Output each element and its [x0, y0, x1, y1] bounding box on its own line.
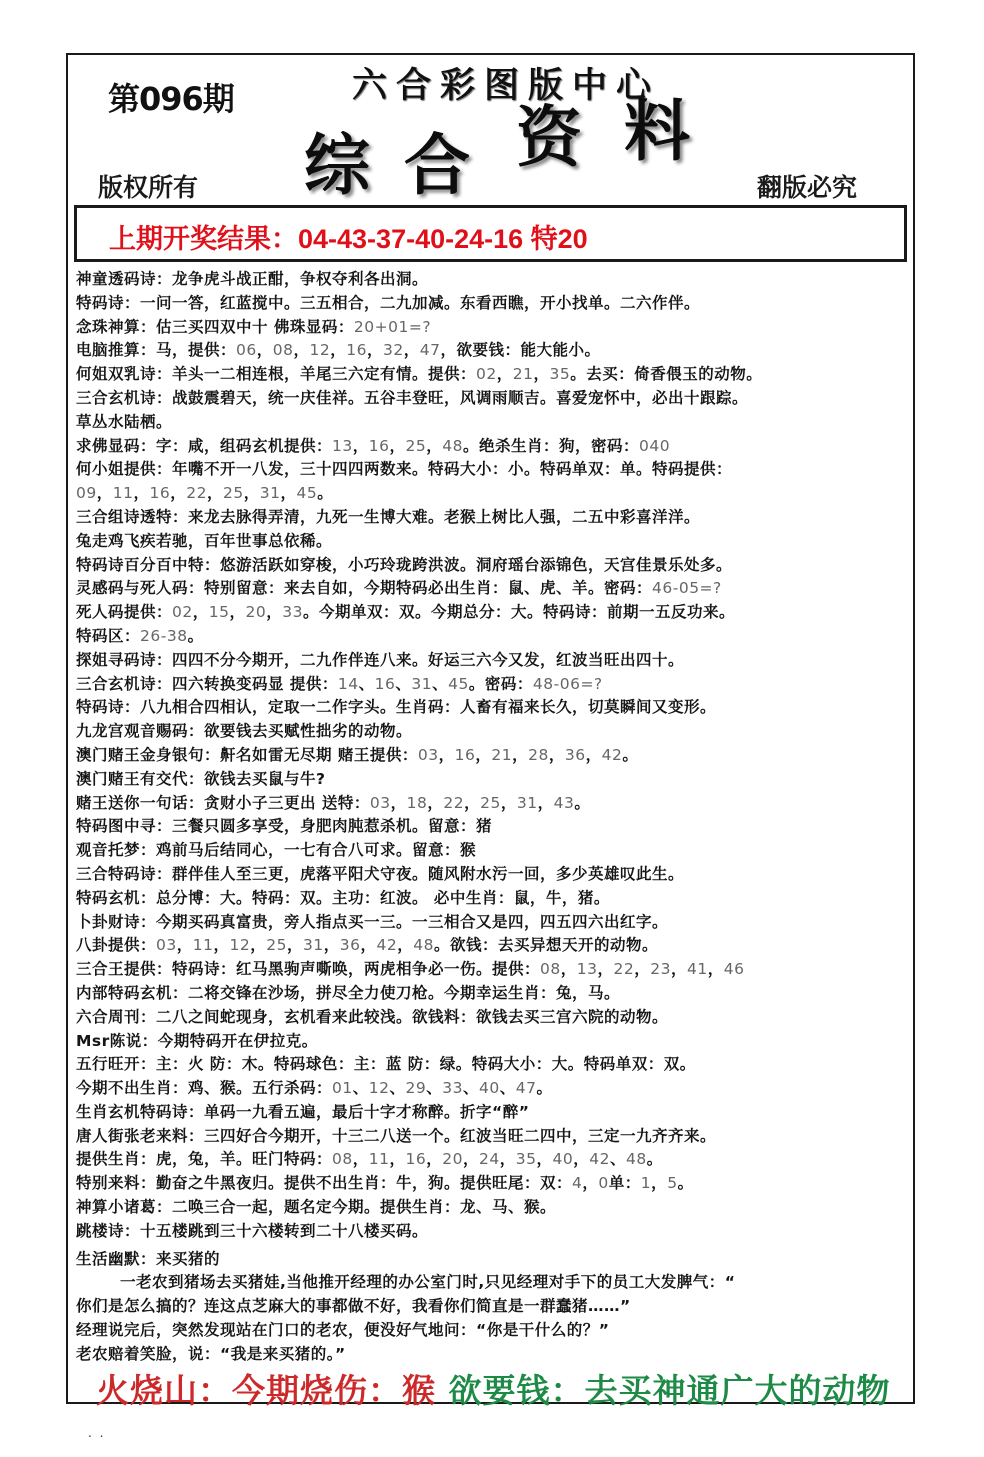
tip-line: 三合王提供：特码诗：红马黑驹声嘶唤，两虎相争必一伤。提供：08，13，22，23，41，46: [76, 960, 745, 979]
number-text: 33: [442, 1079, 463, 1098]
tip-line: 六合周刊：二八之间蛇现身，玄机看来此较浅。欲钱料：欲钱去买三宫六院的动物。: [76, 1007, 669, 1026]
tip-line: 提供生肖：虎，兔，羊。旺门特码：08，11，16，20，24，35，40，42、48。: [76, 1150, 663, 1169]
number-text: 4: [572, 1174, 583, 1193]
number-text: 41: [687, 960, 708, 979]
tip-line: Msr陈说：今期特码开在伊拉克。: [76, 1031, 318, 1050]
tip-line: 五行旺开：主：火 防：木。特码球色：主：蓝 防：绿。特码大小：大。特码单双：双。: [76, 1055, 696, 1074]
joke-line: 老农赔着笑脸，说：“我是来买猪的。”: [76, 1344, 346, 1363]
number-text: 1: [640, 1174, 652, 1193]
number-text: 13: [332, 436, 353, 455]
tip-line: 特码图中寻：三餐只圆多享受，身肥肉肫惹杀机。留意：猪: [76, 817, 493, 836]
tip-line: 唐人街张老来料：三四好合今期开，十三二八送一个。红波当旺二四中，三定一九齐齐来。: [76, 1126, 717, 1145]
tip-line: 何姐双乳诗：羊头一二相连根，羊尾三六定有情。提供：02，21，35。去买：倚香偎玉的动物。: [76, 365, 763, 384]
number-text: 12: [229, 936, 251, 955]
tip-line: 念珠神算：估三买四双中十 佛珠显码：20+01=?: [76, 317, 432, 336]
last-draw-result-box: [74, 205, 907, 262]
number-text: 25: [480, 793, 501, 812]
number-text: 12: [368, 1079, 390, 1098]
number-text: 46-05=?: [652, 579, 722, 598]
number-text: 25: [405, 436, 427, 455]
last-draw-result: 上期开奖结果：04-43-37-40-24-16 特20: [109, 224, 588, 254]
number-text: 31: [411, 674, 433, 693]
number-text: 36: [564, 745, 586, 764]
tip-line: 观音托梦：鸡前马后结同心，一七有合八可求。留意：猴: [76, 841, 477, 860]
number-text: 20: [245, 603, 267, 622]
tip-line: 三合组诗透特：来龙去脉得弄清，九死一生博大难。老猴上树比人强，二五中彩喜洋洋。: [76, 507, 701, 526]
number-text: 43: [553, 793, 575, 812]
number-text: 21: [512, 365, 534, 384]
number-text: 18: [406, 793, 428, 812]
number-text: 47: [515, 1079, 537, 1098]
number-text: 08: [272, 341, 294, 360]
number-text: 45: [296, 484, 318, 503]
tip-line: 卜卦财诗：今期买码真富贵，旁人指点买一三。一三相合又是四，四五四六出红字。: [76, 912, 669, 931]
number-text: 16: [454, 745, 476, 764]
tip-line: 内部特码玄机：二将交锋在沙场，拼尽全力使刀枪。今期幸运生肖：兔，马。: [76, 983, 621, 1002]
copyright-left: 版权所有: [98, 173, 199, 202]
tip-line: 死人码提供：02，15，20，33。今期单双：双。今期总分：大。特码诗：前期一五反功来。: [76, 603, 736, 622]
number-text: 42: [589, 1150, 610, 1169]
tip-line: 特码区：26-38。: [76, 626, 204, 645]
number-text: 46: [723, 960, 745, 979]
number-text: 14: [337, 674, 359, 693]
tip-line: 跳楼诗：十五楼跳到三十六楼转到二十八楼买码。: [76, 1221, 429, 1240]
number-text: 09: [76, 484, 97, 503]
number-text: 20: [442, 1150, 463, 1169]
number-text: 40: [479, 1079, 500, 1098]
tip-line: 今期不出生肖：鸡、猴。五行杀码：01、12、29、33、40、47。: [76, 1079, 553, 1098]
tip-line: 09，11，16，22，25，31，45。: [76, 484, 334, 503]
number-text: 31: [259, 484, 281, 503]
number-text: 47: [419, 341, 441, 360]
number-text: 20+01=?: [353, 317, 432, 336]
number-text: 22: [186, 484, 207, 503]
joke-title: 生活幽默：来买猪的: [76, 1249, 221, 1268]
tip-line: 三合玄机诗：四六转换变码显 提供：14、16、31、45。密码：48-06=?: [76, 674, 603, 693]
number-text: 21: [491, 745, 513, 764]
tip-line: 神算小诸葛：二唤三合一起，题名定今期。提供生肖：龙、马、猴。: [76, 1198, 557, 1217]
tip-line: 特码诗百分百中特：悠游活跃如穿梭，小巧玲珑跨洪波。洞府瑶台添锦色，天宫佳景乐处多。: [76, 555, 733, 574]
number-text: 16: [374, 674, 396, 693]
number-text: 28: [528, 745, 549, 764]
number-text: 48: [413, 936, 434, 955]
tip-line: 求佛显码：字：咸，组码玄机提供：13，16，25，48。绝杀生肖：狗，密码：040: [76, 436, 671, 455]
number-text: 03: [156, 936, 177, 955]
tip-line: 何小姐提供：年嘴不开一八发，三十四四两数来。特码大小：小。特码单双：单。特码提供：: [76, 460, 733, 479]
tip-line: 特码诗：八九相合四相认，定取一二作字头。生肖码：人畜有福来长久，切莫瞬间又变形。: [76, 698, 717, 717]
tip-line: 特码诗：一问一答，红蓝搅中。三五相合，二九加减。东看西瞧，开小找单。二六作伴。: [76, 293, 701, 312]
joke-line: 你们是怎么搞的？连这点芝麻大的事都做不好，我看你们简直是一群蠢猪……”: [76, 1297, 631, 1316]
number-text: 25: [223, 484, 244, 503]
number-text: 42: [601, 745, 623, 764]
number-text: 16: [149, 484, 171, 503]
number-text: 16: [368, 436, 390, 455]
number-text: 22: [443, 793, 465, 812]
number-text: 24: [479, 1150, 500, 1169]
issue-number: 第096期: [108, 80, 234, 118]
number-text: 40: [552, 1150, 574, 1169]
joke-line: 经理说完后，突然发现站在门口的老农，便没好气地问：“你是干什么的？”: [76, 1321, 610, 1340]
footer-red-text: 火烧山：今期烧伤：猴: [96, 1371, 436, 1410]
number-text: 06: [236, 341, 257, 360]
number-text: 36: [339, 936, 361, 955]
number-text: 35: [549, 365, 571, 384]
tip-line: 九龙宫观音赐码：欲要钱去买赋性拙劣的动物。: [76, 722, 413, 741]
number-text: 040: [639, 436, 671, 455]
main-title-char-1: 综: [304, 126, 370, 204]
number-text: 13: [576, 960, 598, 979]
number-text: 33: [282, 603, 303, 622]
number-text: 02: [172, 603, 193, 622]
tip-line: 八卦提供：03，11，12，25，31，36，42，48。欲钱：去买异想天开的动物。: [76, 936, 659, 955]
number-text: 25: [266, 936, 287, 955]
joke-line: 一老农到猪场去买猪娃,当他推开经理的办公室门时,只见经理对手下的员工大发脾气：“: [120, 1273, 736, 1292]
footer-banner: [96, 1365, 891, 1412]
publisher-subtitle: 六合彩图版中心: [352, 65, 661, 106]
number-text: 22: [613, 960, 635, 979]
number-text: 11: [192, 936, 214, 955]
tip-line: 电脑推算：马，提供：06，08，12，16，32，47，欲要钱：能大能小。: [76, 341, 601, 360]
tip-line: 探姐寻码诗：四四不分今期开，二九作伴连八来。好运三六今又发，红波当旺出四十。: [76, 650, 685, 669]
number-text: 01: [332, 1079, 353, 1098]
tip-line: 三合特码诗：群伴佳人至三更，虎落平阳犬守夜。随风附水污一回，多少英雄叹此生。: [76, 864, 685, 883]
main-title-char-2: 合: [404, 126, 470, 204]
number-text: 48-06=?: [532, 674, 603, 693]
number-text: 32: [383, 341, 404, 360]
number-text: 26-38: [140, 626, 188, 645]
number-text: 16: [346, 341, 367, 360]
number-text: 48: [442, 436, 463, 455]
number-text: 08: [332, 1150, 353, 1169]
number-text: 29: [405, 1079, 427, 1098]
number-text: 0: [598, 1174, 609, 1193]
number-text: 15: [208, 603, 230, 622]
main-title-char-3: 资: [516, 98, 582, 176]
tip-line: 澳门赌王有交代：欲钱去买鼠与牛?: [76, 769, 326, 788]
footer-green-text: 欲要钱：去买神通广大的动物: [448, 1371, 891, 1410]
tip-line: 兔走鸡飞疾若驰，百年世事总依稀。: [76, 531, 333, 550]
tip-line: 特码玄机：总分博：大。特码：双。主功：红波。 必中生肖：鼠，牛，猪。: [76, 888, 610, 907]
number-text: 5: [667, 1174, 678, 1193]
number-text: 48: [626, 1150, 647, 1169]
number-text: 31: [303, 936, 324, 955]
main-title-char-4: 料: [624, 92, 690, 170]
tip-line: 神童透码诗：龙争虎斗战正酣，争权夺利各出洞。: [76, 270, 429, 288]
tip-line: 三合玄机诗：战鼓震碧天，统一庆佳祥。五谷丰登旺，风调雨顺吉。喜爱宠怀中，必出十跟踪。: [76, 388, 749, 407]
number-text: 03: [369, 793, 391, 812]
number-text: 42: [376, 936, 398, 955]
number-text: 23: [650, 960, 671, 979]
number-text: 35: [515, 1150, 537, 1169]
number-text: 31: [516, 793, 538, 812]
number-text: 45: [448, 674, 469, 693]
bottom-marks: . .: [88, 1426, 106, 1440]
number-text: 11: [112, 484, 134, 503]
tip-line: 赌王送你一句话：贪财小子三更出 送特：03，18，22，25，31，43。: [76, 793, 591, 812]
tip-line: 生肖玄机特码诗：单码一九看五遍，最后十字才称醉。折字“醉”: [76, 1102, 530, 1121]
tip-line: 灵感码与死人码：特别留意：来去自如，今期特码必出生肖：鼠、虎、羊。密码：46-05=?: [76, 579, 722, 598]
number-text: 12: [309, 341, 331, 360]
number-text: 16: [405, 1150, 427, 1169]
number-text: 02: [476, 365, 497, 384]
tip-line: 草丛水陆栖。: [76, 412, 173, 431]
number-text: 08: [540, 960, 561, 979]
copyright-right: 翻版必究: [757, 173, 858, 202]
tip-line: 澳门赌王金身银句：鼾名如雷无尽期 赌王提供：03，16，21，28，36，42。: [76, 745, 639, 764]
tip-line: 特别来料：勤奋之牛黑夜归。提供不出生肖：牛，狗。提供旺尾：双：4，0单：1，5。: [76, 1174, 694, 1193]
number-text: 11: [368, 1150, 390, 1169]
number-text: 03: [417, 745, 439, 764]
tips-list: [76, 268, 911, 1367]
